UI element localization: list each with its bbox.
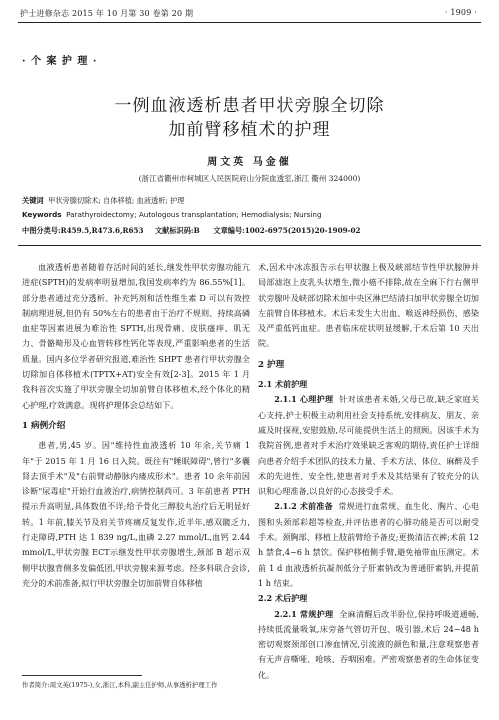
section-2-1-2-paragraph: [258, 499, 479, 591]
journal-header: 护士进修杂志 2015 年 10 月第 30 卷第 20 期: [20, 9, 194, 18]
continued-paragraph: 术,因术中冰冻报告示右甲状腺上极及峡部结节性甲状腺肿并局部滤泡上皮乳头状增生,微小癌不排除,故在全麻下行右侧甲状旁腺叶及峡部切除术加中央区淋巴结清扫加甲状旁腺全切加左前臂自体移植术。术后未发生大出血、喉返神经损伤、感染及严重低钙血症。患者临床症状明显缓解,于术后第 10 天出院。: [258, 262, 479, 349]
section-2-1-1-paragraph: [258, 392, 479, 499]
header-rule: [18, 22, 481, 23]
article-title-line1: 一例血液透析患者甲状旁腺全切除: [114, 96, 385, 116]
section-2-2-1-paragraph: [258, 607, 479, 683]
case-paragraph: 患者,男,45 岁。因"维持性血液透析 10 年余,关节痛 1 年"于 2015 年 1 月 16 日入院。既往有"睡眠障碍",曾行"多囊肾去顶手术"及"右前臂动静脉内瘘成形术"。患者 10 余年前因诊断"尿毒症"开始行血液治疗,病情控制尚可。3 年前患者 PTH 提示升高明显,具体数值不详;给予骨化三醇胶丸治疗后无明显好转。1 年前,膝关节及肩关节疼痛反复发作,近半年,感双髋乏力,行走障碍,PTH 达 1 839 ng/L,血磷 2.27 mmol/L,血钙 2.44 mmol/L,甲状旁腺 ECT示继发性甲状旁腺增生,颈部 B 超示双侧甲状腺背侧多发偏低团,甲状旁腺来源考虑。经多科联合会诊,充分的术前准备,拟行甲状旁腺全切加前臂自体移植: [22, 440, 250, 588]
left-column: [22, 260, 250, 591]
keywords-cn: [22, 196, 184, 206]
section-2-1-1-head: 2.1.1 心理护理: [274, 394, 334, 405]
classification-line: [22, 226, 361, 236]
keywords-en: [22, 210, 322, 219]
article-number: 文章编号:1002-6975(2015)20-1909-02: [213, 226, 361, 235]
page-number: · 1909 ·: [444, 8, 477, 17]
right-column: [258, 260, 479, 683]
keywords-en-text: Parathyroidectomy; Autologous transplantation; Hemodialysis; Nursing: [66, 210, 322, 219]
section-2-1-2-head: 2.1.2 术前准备: [274, 501, 333, 512]
keywords-en-label: Keywords: [22, 210, 62, 219]
section-2-2-1-text: 全麻清醒后改半卧位,保持呼吸道通畅,持续低流量吸氧,床旁备气管切开包、吸引器,术后 24~48 h 密切观察颈部创口渗血情况,引流液的颜色和量,注意观察患者有无声音嘶哑、呛咳、吞咽困难。严密观察患者的生命体征变化。: [258, 608, 479, 680]
section-2-2-heading: 2.2 术后护理: [258, 593, 308, 604]
section-tag: · 个 案 护 理 ·: [22, 56, 98, 67]
section-2-1-1-text: 针对该患者未婚,父母已故,缺乏家庭关心支持,护士积极主动利用社会支持系统,安排病友、朋友、亲戚及时探视,安慰鼓励,尽可能提供生活上的照顾。因该手术为我院首例,患者对手术治疗效果缺乏客观的期待,责任护士详细向患者介绍手术团队的技术力量、手术方法、体位、麻醉及手术的先进性、安全性,使患者对手术及其结果有了较充分的认识和心理准备,以良好的心态接受手术。: [258, 394, 479, 497]
author-footnote: 作者简介:周文英(1975-),女,浙江,本科,副主任护师,从事透析护理工作: [22, 681, 218, 689]
authors: 周文英 马金催: [207, 157, 292, 168]
footnote-rule: [22, 675, 142, 676]
document-code: 文献标识码:B: [154, 226, 200, 235]
article-title-line2: 加前臂移植术的护理: [168, 120, 331, 140]
section-2-heading: 2 护理: [258, 359, 285, 370]
affiliation: (浙江省衢州市柯城区人民医院府山分院血透室,浙江 衢州 324000): [138, 174, 361, 183]
section-1-heading: 1 病例介绍: [22, 420, 66, 431]
section-2-2-1-head: 2.2.1 常规护理: [274, 608, 334, 619]
intro-paragraph: 血液透析患者随着存活时间的延长,继发性甲状旁腺功能亢进症(SPTH)的发病率明显增加,我国发病率约为 86.55%[1]。部分患者通过充分透析、补充钙剂和活性维生素 D 可以有效控制病理进展,但仍有 50%左右的患者由于治疗不规则、持续高磷血症等因素进展为难治性 SPTH,出现骨痛、皮肤瘙痒、肌无力、骨骼畸形及心血管转移性钙化等表现,严重影响患者的生活质量。国内多位学者研究报道,难治性 SHPT 患者行甲状旁腺全切除加自体移植术(TPTX+AT)安全有效[2-3]。2015 年 1 月我科首次实施了甲状旁腺全切加前臂自体移植术,经个体化的精心护理,疗效满意。现将护理体会总结如下。: [22, 262, 250, 410]
section-2-1-2-text: 常规进行血常规、血生化、胸片、心电图和头颈部彩超等检查,并评估患者的心肺功能是否可以耐受手术。颈胸部、移植上肢前臂给予备皮;更换清洁衣裤;术前 12 h 禁食,4~6 h 禁饮。保护移植侧手臂,避免袖带血压测定。术前 1 d 血液透析抗凝剂低分子肝素钠改为普通肝素钠,并提前 1 h 结束。: [258, 501, 479, 588]
clc-code: 中图分类号:R459.5,R473.6,R653: [22, 226, 144, 235]
section-2-1-heading: 2.1 术前护理: [258, 379, 308, 390]
keywords-cn-text: 甲状旁腺切除术; 自体移植; 血液透析; 护理: [48, 196, 185, 205]
meta-rule: [18, 245, 481, 246]
keywords-cn-label: 关键词: [22, 196, 44, 205]
